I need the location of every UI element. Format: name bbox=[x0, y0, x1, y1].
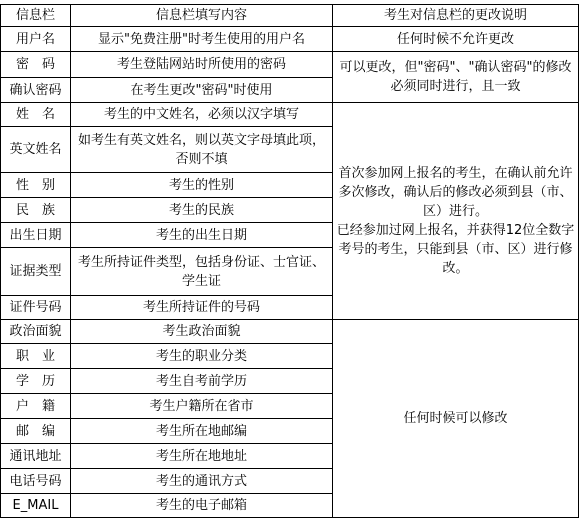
table-row bbox=[1, 103, 579, 127]
field-label: 学 历 bbox=[1, 369, 71, 394]
field-label: 户 籍 bbox=[1, 394, 71, 419]
field-content: 考生的民族 bbox=[71, 198, 333, 223]
field-label: 职 业 bbox=[1, 344, 71, 369]
field-label: 姓 名 bbox=[1, 103, 71, 127]
field-label: 证件号码 bbox=[1, 296, 71, 320]
table-row bbox=[1, 52, 579, 78]
field-content: 考生的中文姓名，必须以汉字填写 bbox=[71, 103, 333, 127]
field-content: 显示"免费注册"时考生使用的用户名 bbox=[71, 27, 333, 52]
change-note-returning: 已经参加过网上报名，并获得12位全数字考号的考生，只能到县（市、区）进行修改。 bbox=[336, 223, 575, 276]
field-content: 考生的通讯方式 bbox=[71, 469, 333, 494]
change-note-first-time: 首次参加网上报名的考生，在确认前允许多次修改，确认后的修改必须到县（市、区）进行。 bbox=[338, 166, 573, 219]
field-content: 在考生更改"密码"时使用 bbox=[71, 78, 333, 103]
table-row bbox=[1, 320, 579, 344]
change-note-password-text: 可以更改，但"密码"、"确认密码"的修改必须同时进行，且一致 bbox=[339, 60, 572, 94]
table-row bbox=[1, 27, 579, 52]
field-content: 如考生有英文姓名，则以英文字母填此项，否则不填 bbox=[71, 127, 333, 173]
header-field: 信息栏 bbox=[1, 5, 71, 27]
field-content: 考生户籍所在省市 bbox=[71, 394, 333, 419]
field-label: 用户名 bbox=[1, 27, 71, 52]
field-label: 民 族 bbox=[1, 198, 71, 223]
field-content: 考生所在地地址 bbox=[71, 444, 333, 469]
field-content: 考生的职业分类 bbox=[71, 344, 333, 369]
field-label: 性 别 bbox=[1, 173, 71, 198]
field-content: 考生自考前学历 bbox=[71, 369, 333, 394]
field-label: 英文姓名 bbox=[1, 127, 71, 173]
table-header-row bbox=[1, 5, 579, 27]
field-label: 出生日期 bbox=[1, 223, 71, 248]
field-content: 考生政治面貌 bbox=[71, 320, 333, 344]
field-label: 密 码 bbox=[1, 52, 71, 78]
field-content: 考生所在地邮编 bbox=[71, 419, 333, 444]
change-note-username: 任何时候不允许更改 bbox=[333, 27, 579, 52]
field-label: 确认密码 bbox=[1, 78, 71, 103]
field-label: E_MAIL bbox=[1, 494, 71, 518]
field-content: 考生的电子邮箱 bbox=[71, 494, 333, 518]
field-content: 考生所持证件类型，包括身份证、士官证、学生证 bbox=[71, 248, 333, 296]
field-content: 考生登陆网站时所使用的密码 bbox=[71, 52, 333, 78]
field-content: 考生的出生日期 bbox=[71, 223, 333, 248]
field-label: 电话号码 bbox=[1, 469, 71, 494]
field-label: 证据类型 bbox=[1, 248, 71, 296]
field-content: 考生的性别 bbox=[71, 173, 333, 198]
change-note-identity bbox=[333, 103, 579, 320]
field-label: 通讯地址 bbox=[1, 444, 71, 469]
change-note-anytime: 任何时候可以修改 bbox=[333, 320, 579, 518]
field-label: 邮 编 bbox=[1, 419, 71, 444]
field-label: 政治面貌 bbox=[1, 320, 71, 344]
header-content: 信息栏填写内容 bbox=[71, 5, 333, 27]
change-note-password bbox=[333, 52, 579, 103]
field-content: 考生所持证件的号码 bbox=[71, 296, 333, 320]
info-field-table bbox=[0, 4, 579, 518]
header-change-note: 考生对信息栏的更改说明 bbox=[333, 5, 579, 27]
